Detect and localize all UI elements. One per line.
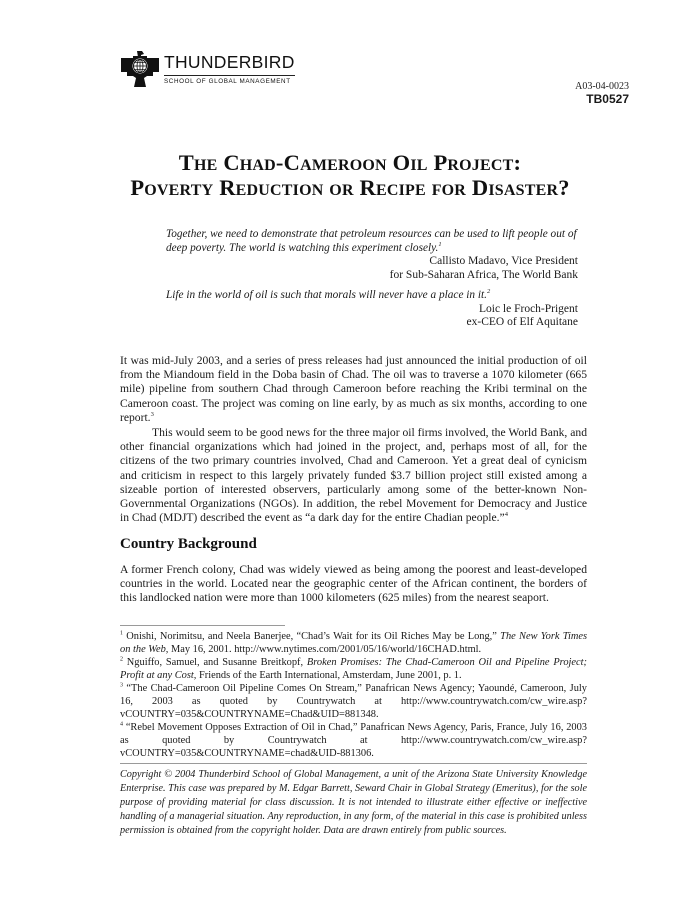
copyright-notice: Copyright © 2004 Thunderbird School of Global Management, a unit of the Arizona State University Knowledge Enterprise. This case was prepared by M. Edgar Barrett, Seward Chair in Global Strategy (Emeritus), for the sole purpose of providing material for class discussion. It is not intended to illustrate either effective or ineffective handling of a managerial situation. Any reproduction, in any form, of the material in this case is prohibited unless permission is obtained from the copyright holder. Data are drawn entirely from public sources. (120, 769, 587, 836)
logo-wordmark: THUNDERBIRD (164, 52, 295, 72)
document-title (100, 150, 600, 200)
epigraph-2 (166, 289, 578, 330)
footnote-ref[interactable]: 1 (438, 240, 442, 248)
footnote-3: $^3$ “The Chad-Cameroon Oil Pipeline Comes On Stream,” Panafrican News Agency; Yaoundé, Cameroon, July 16, 2003 as quoted by Countrywatch at http://www.countrywatch.com/cw_wire.asp?vCOUNTRY=035&COUNTRYNAME=Chad&UID=881348. (120, 682, 587, 720)
logo-divider (164, 75, 295, 76)
epigraph-attribution: Loic le Froch-Prigent (478, 302, 578, 315)
thunderbird-logo (121, 50, 296, 90)
epigraph-attribution: for Sub-Saharan Africa, The World Bank (389, 268, 578, 281)
title-line-2: Poverty Reduction or Recipe for Disaster? (130, 175, 570, 200)
footnote-1: $^1$ Onishi, Norimitsu, and Neela Banerjee, “Chad’s Wait for its Oil Riches May be Long,” The New York Times on the Web, May 16, 2001. http://www.nytimes.com/2001/05/16/world/16CHAD.html. (120, 630, 588, 655)
body-paragraph-1: It was mid-July 2003, and a series of press releases had just announced the initial production of oil from the Miandoum field in the Doba basin of Chad. The oil was to traverse a 1070 kilometer (665 mile) pipeline from southern Chad through Cameroon before reaching the Kribi terminal on the Cameroon coast. The project was coming on line early, by as much as six months, according to one report.$^3$ (120, 354, 587, 424)
thunderbird-globe-icon (121, 50, 159, 88)
section-heading: Country Background (120, 536, 257, 552)
epigraph-quote: Life in the world of oil is such that morals will never have a place in it.$^2$ (166, 288, 491, 301)
epigraph-attribution: ex-CEO of Elf Aquitane (466, 316, 578, 328)
logo-subtitle: SCHOOL OF GLOBAL MANAGEMENT (164, 78, 291, 85)
footnote-divider (120, 625, 285, 626)
epigraph-1 (166, 228, 578, 282)
body-paragraph-3: A former French colony, Chad was widely viewed as being among the poorest and least-developed countries in the world. Located near the geographic center of the African continent, the borders of this landlocked nation were more than 1000 kilometers (625 miles) from the nearest seaport. (120, 563, 587, 605)
footnote-ref[interactable]: 3 (150, 410, 154, 418)
footnote-4: $^4$ “Rebel Movement Opposes Extraction of Oil in Chad,” Panafrican News Agency, Paris, France, July 16, 2003 as quoted by Countrywatch at http://www.countrywatch.com/cw_wire.asp?vCOUNTRY=035&COUNTRYNAME=chad&UID-881306. (120, 721, 587, 759)
footnote-2: $^2$ Nguiffo, Samuel, and Susanne Breitkopf, Broken Promises: The Chad-Cameroon Oil and Pipeline Project; Profit at any Cost, Friends of the Earth International, Amsterdam, June 2001, p. 1. (120, 656, 587, 681)
title-line-1: The Chad-Cameroon Oil Project: (178, 150, 522, 175)
case-codes (575, 81, 629, 106)
case-number: A03-04-0023 (575, 81, 629, 92)
body-paragraph-2: This would seem to be good news for the three major oil firms involved, the World Bank, and other financial organizations which had joined in the project, and, perhaps most of all, for the citizens of the two primary countries involved, Chad and Cameroon. Yet a great deal of cynicism and criticism in respect to this largely privately funded $3.7 billion project still existed among a sizeable portion of interested observers, particularly among some of the better-known Non-Governmental Organizations (NGOs). In addition, the rebel Movement for Democracy and Justice in Chad (MDJT) described the event as “a dark day for the entire Chadian people.”$^4$ (120, 426, 587, 525)
footnote-ref[interactable]: 4 (504, 511, 508, 519)
epigraph-quote: Together, we need to demonstrate that petroleum resources can be used to lift people out of deep poverty. The world is watching this experiment closely.$^1$ (166, 228, 577, 254)
epigraph-attribution: Callisto Madavo, Vice President (429, 255, 578, 267)
case-code: TB0527 (586, 92, 629, 106)
copyright-divider (120, 763, 587, 764)
footnote-ref[interactable]: 2 (487, 288, 491, 296)
footnotes (120, 630, 587, 760)
